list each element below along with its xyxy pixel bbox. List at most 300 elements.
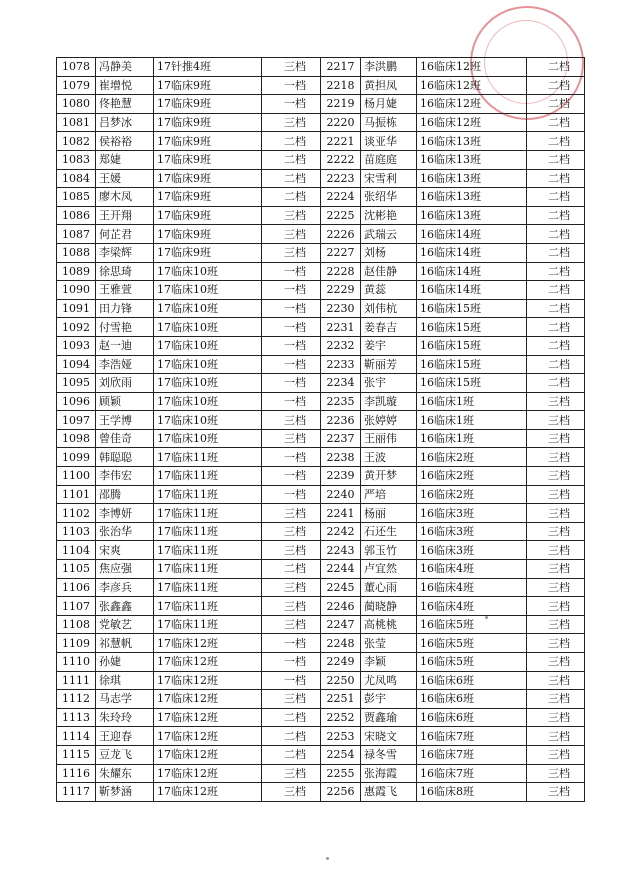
student-number-cell: 1109 bbox=[57, 634, 96, 653]
student-number-cell: 1111 bbox=[57, 671, 96, 690]
student-number-cell: 2242 bbox=[321, 522, 361, 541]
grade-level-cell: 一档 bbox=[262, 262, 321, 281]
student-number-cell: 1107 bbox=[57, 597, 96, 616]
student-number-cell: 1091 bbox=[57, 299, 96, 318]
student-name-cell: 李颖 bbox=[361, 653, 417, 672]
scan-speck bbox=[485, 616, 488, 619]
student-name-cell: 付雪艳 bbox=[96, 318, 154, 337]
grade-level-cell: 三档 bbox=[527, 727, 585, 746]
grade-level-cell: 三档 bbox=[527, 690, 585, 709]
grade-level-cell: 三档 bbox=[262, 597, 321, 616]
student-number-cell: 2229 bbox=[321, 281, 361, 300]
student-name-cell: 黄蕊 bbox=[361, 281, 417, 300]
student-number-cell: 1099 bbox=[57, 448, 96, 467]
student-number-cell: 1088 bbox=[57, 243, 96, 262]
student-name-cell: 马振栋 bbox=[361, 113, 417, 132]
student-number-cell: 2243 bbox=[321, 541, 361, 560]
student-name-cell: 董心雨 bbox=[361, 578, 417, 597]
student-number-cell: 2238 bbox=[321, 448, 361, 467]
student-name-cell: 侯裕裕 bbox=[96, 132, 154, 151]
student-name-cell: 廖木凤 bbox=[96, 188, 154, 207]
student-number-cell: 2249 bbox=[321, 653, 361, 672]
student-number-cell: 2221 bbox=[321, 132, 361, 151]
class-name-cell: 17临床9班 bbox=[154, 243, 262, 262]
grade-level-cell: 一档 bbox=[262, 485, 321, 504]
class-name-cell: 17临床11班 bbox=[154, 578, 262, 597]
student-name-cell: 佟艳慧 bbox=[96, 95, 154, 114]
table-row bbox=[57, 188, 585, 207]
grade-level-cell: 一档 bbox=[262, 653, 321, 672]
student-name-cell: 郑婕 bbox=[96, 150, 154, 169]
grade-level-cell: 三档 bbox=[527, 467, 585, 486]
student-number-cell: 2222 bbox=[321, 150, 361, 169]
student-name-cell: 韩聪聪 bbox=[96, 448, 154, 467]
grade-level-cell: 二档 bbox=[527, 113, 585, 132]
student-name-cell: 郭玉竹 bbox=[361, 541, 417, 560]
table-row bbox=[57, 764, 585, 783]
student-number-cell: 2241 bbox=[321, 504, 361, 523]
class-name-cell: 16临床14班 bbox=[417, 281, 527, 300]
student-number-cell: 2234 bbox=[321, 374, 361, 393]
student-number-cell: 2233 bbox=[321, 355, 361, 374]
grade-level-cell: 一档 bbox=[262, 355, 321, 374]
class-name-cell: 17临床10班 bbox=[154, 299, 262, 318]
class-name-cell: 16临床15班 bbox=[417, 318, 527, 337]
student-name-cell: 王学博 bbox=[96, 411, 154, 430]
student-number-cell: 2244 bbox=[321, 560, 361, 579]
class-name-cell: 16临床5班 bbox=[417, 615, 527, 634]
class-name-cell: 17临床12班 bbox=[154, 727, 262, 746]
class-name-cell: 16临床7班 bbox=[417, 727, 527, 746]
table-row bbox=[57, 708, 585, 727]
class-name-cell: 17临床9班 bbox=[154, 188, 262, 207]
student-name-cell: 宋雪利 bbox=[361, 169, 417, 188]
grade-level-cell: 三档 bbox=[527, 708, 585, 727]
class-name-cell: 16临床15班 bbox=[417, 299, 527, 318]
grade-level-cell: 二档 bbox=[527, 355, 585, 374]
class-name-cell: 17临床12班 bbox=[154, 690, 262, 709]
student-name-cell: 杨丽 bbox=[361, 504, 417, 523]
student-number-cell: 2246 bbox=[321, 597, 361, 616]
student-number-cell: 2235 bbox=[321, 392, 361, 411]
student-number-cell: 1108 bbox=[57, 615, 96, 634]
grade-level-cell: 二档 bbox=[527, 150, 585, 169]
student-name-cell: 李博妍 bbox=[96, 504, 154, 523]
class-name-cell: 16临床1班 bbox=[417, 429, 527, 448]
student-name-cell: 孙婕 bbox=[96, 653, 154, 672]
student-name-cell: 姜宇 bbox=[361, 336, 417, 355]
student-name-cell: 王波 bbox=[361, 448, 417, 467]
student-name-cell: 邵腾 bbox=[96, 485, 154, 504]
student-number-cell: 1110 bbox=[57, 653, 96, 672]
class-name-cell: 17临床9班 bbox=[154, 76, 262, 95]
table-row bbox=[57, 225, 585, 244]
student-name-cell: 马志学 bbox=[96, 690, 154, 709]
student-name-cell: 王媛 bbox=[96, 169, 154, 188]
student-number-cell: 2248 bbox=[321, 634, 361, 653]
class-name-cell: 17临床12班 bbox=[154, 745, 262, 764]
student-name-cell: 李彦兵 bbox=[96, 578, 154, 597]
student-number-cell: 1083 bbox=[57, 150, 96, 169]
grade-level-cell: 三档 bbox=[262, 783, 321, 802]
class-name-cell: 17临床9班 bbox=[154, 150, 262, 169]
student-number-cell: 1079 bbox=[57, 76, 96, 95]
class-name-cell: 17临床10班 bbox=[154, 355, 262, 374]
student-number-cell: 2245 bbox=[321, 578, 361, 597]
table-row bbox=[57, 355, 585, 374]
scan-speck bbox=[326, 857, 329, 860]
class-name-cell: 16临床12班 bbox=[417, 76, 527, 95]
student-number-cell: 2226 bbox=[321, 225, 361, 244]
grade-level-cell: 二档 bbox=[262, 745, 321, 764]
student-number-cell: 1093 bbox=[57, 336, 96, 355]
student-number-cell: 2220 bbox=[321, 113, 361, 132]
student-number-cell: 2230 bbox=[321, 299, 361, 318]
student-name-cell: 石还生 bbox=[361, 522, 417, 541]
student-number-cell: 1104 bbox=[57, 541, 96, 560]
table-row bbox=[57, 95, 585, 114]
grade-level-cell: 二档 bbox=[527, 281, 585, 300]
table-row bbox=[57, 299, 585, 318]
table-row bbox=[57, 262, 585, 281]
class-name-cell: 17临床9班 bbox=[154, 113, 262, 132]
class-name-cell: 17临床10班 bbox=[154, 336, 262, 355]
student-number-cell: 2250 bbox=[321, 671, 361, 690]
class-name-cell: 17临床9班 bbox=[154, 132, 262, 151]
grade-level-cell: 三档 bbox=[527, 504, 585, 523]
table-row bbox=[57, 745, 585, 764]
student-number-cell: 1085 bbox=[57, 188, 96, 207]
student-name-cell: 何芷君 bbox=[96, 225, 154, 244]
table-row bbox=[57, 671, 585, 690]
class-name-cell: 16临床14班 bbox=[417, 243, 527, 262]
student-name-cell: 李浩娅 bbox=[96, 355, 154, 374]
student-number-cell: 1080 bbox=[57, 95, 96, 114]
class-name-cell: 17临床9班 bbox=[154, 225, 262, 244]
student-name-cell: 宋爽 bbox=[96, 541, 154, 560]
class-name-cell: 17临床11班 bbox=[154, 560, 262, 579]
class-name-cell: 16临床3班 bbox=[417, 541, 527, 560]
student-name-cell: 蔺晓静 bbox=[361, 597, 417, 616]
student-name-cell: 张莹 bbox=[361, 634, 417, 653]
student-number-cell: 1097 bbox=[57, 411, 96, 430]
student-number-cell: 2231 bbox=[321, 318, 361, 337]
class-name-cell: 16临床8班 bbox=[417, 783, 527, 802]
table-row bbox=[57, 392, 585, 411]
student-number-cell: 2251 bbox=[321, 690, 361, 709]
grade-level-cell: 二档 bbox=[527, 243, 585, 262]
class-name-cell: 16临床7班 bbox=[417, 745, 527, 764]
class-name-cell: 17临床11班 bbox=[154, 597, 262, 616]
grade-level-cell: 三档 bbox=[262, 243, 321, 262]
student-name-cell: 冯静美 bbox=[96, 58, 154, 77]
class-name-cell: 17临床10班 bbox=[154, 262, 262, 281]
student-number-cell: 2254 bbox=[321, 745, 361, 764]
student-number-cell: 1106 bbox=[57, 578, 96, 597]
student-number-cell: 1078 bbox=[57, 58, 96, 77]
grade-level-cell: 三档 bbox=[527, 597, 585, 616]
table-row bbox=[57, 206, 585, 225]
student-name-cell: 朱耀东 bbox=[96, 764, 154, 783]
student-number-cell: 1094 bbox=[57, 355, 96, 374]
class-name-cell: 16临床1班 bbox=[417, 392, 527, 411]
class-name-cell: 16临床6班 bbox=[417, 708, 527, 727]
student-number-cell: 2228 bbox=[321, 262, 361, 281]
grade-level-cell: 二档 bbox=[262, 150, 321, 169]
student-number-cell: 1095 bbox=[57, 374, 96, 393]
student-number-cell: 2225 bbox=[321, 206, 361, 225]
student-name-cell: 顾颖 bbox=[96, 392, 154, 411]
grade-level-cell: 二档 bbox=[262, 169, 321, 188]
grade-level-cell: 三档 bbox=[527, 783, 585, 802]
class-name-cell: 16临床12班 bbox=[417, 58, 527, 77]
table-row bbox=[57, 113, 585, 132]
class-name-cell: 17临床11班 bbox=[154, 522, 262, 541]
student-number-cell: 1098 bbox=[57, 429, 96, 448]
student-number-cell: 2218 bbox=[321, 76, 361, 95]
grade-level-cell: 三档 bbox=[262, 113, 321, 132]
table-row bbox=[57, 597, 585, 616]
student-name-cell: 宋晓文 bbox=[361, 727, 417, 746]
grade-level-cell: 二档 bbox=[262, 132, 321, 151]
class-name-cell: 16临床15班 bbox=[417, 374, 527, 393]
student-name-cell: 黄担凤 bbox=[361, 76, 417, 95]
student-number-cell: 2240 bbox=[321, 485, 361, 504]
student-name-cell: 高桃桃 bbox=[361, 615, 417, 634]
grade-level-cell: 二档 bbox=[527, 58, 585, 77]
grade-level-cell: 三档 bbox=[527, 541, 585, 560]
student-number-cell: 1114 bbox=[57, 727, 96, 746]
student-name-cell: 赵一迪 bbox=[96, 336, 154, 355]
grade-level-cell: 二档 bbox=[527, 206, 585, 225]
table-row bbox=[57, 522, 585, 541]
student-name-cell: 王迎春 bbox=[96, 727, 154, 746]
table-row bbox=[57, 169, 585, 188]
grade-level-cell: 二档 bbox=[527, 76, 585, 95]
class-name-cell: 17临床10班 bbox=[154, 411, 262, 430]
student-name-cell: 惠霞飞 bbox=[361, 783, 417, 802]
table-row bbox=[57, 690, 585, 709]
student-name-cell: 焦应强 bbox=[96, 560, 154, 579]
student-name-cell: 张宇 bbox=[361, 374, 417, 393]
student-name-cell: 黄开梦 bbox=[361, 467, 417, 486]
grade-level-cell: 二档 bbox=[262, 188, 321, 207]
table-row bbox=[57, 374, 585, 393]
class-name-cell: 16临床3班 bbox=[417, 522, 527, 541]
table-row bbox=[57, 58, 585, 77]
class-name-cell: 16临床13班 bbox=[417, 188, 527, 207]
student-name-cell: 王雅萱 bbox=[96, 281, 154, 300]
grade-level-cell: 三档 bbox=[527, 392, 585, 411]
student-number-cell: 2237 bbox=[321, 429, 361, 448]
student-number-cell: 1086 bbox=[57, 206, 96, 225]
table-row bbox=[57, 578, 585, 597]
class-name-cell: 17临床9班 bbox=[154, 206, 262, 225]
student-number-cell: 1103 bbox=[57, 522, 96, 541]
student-number-cell: 1081 bbox=[57, 113, 96, 132]
table-row bbox=[57, 541, 585, 560]
class-name-cell: 16临床3班 bbox=[417, 504, 527, 523]
class-name-cell: 17临床11班 bbox=[154, 448, 262, 467]
student-name-cell: 党敏艺 bbox=[96, 615, 154, 634]
student-number-cell: 1084 bbox=[57, 169, 96, 188]
student-name-cell: 曾佳奇 bbox=[96, 429, 154, 448]
grade-level-cell: 一档 bbox=[262, 336, 321, 355]
class-name-cell: 16临床7班 bbox=[417, 764, 527, 783]
class-name-cell: 17临床9班 bbox=[154, 169, 262, 188]
table-row bbox=[57, 634, 585, 653]
student-name-cell: 王开翔 bbox=[96, 206, 154, 225]
class-name-cell: 16临床14班 bbox=[417, 262, 527, 281]
student-number-cell: 2236 bbox=[321, 411, 361, 430]
student-number-cell: 1090 bbox=[57, 281, 96, 300]
grade-level-cell: 三档 bbox=[262, 429, 321, 448]
grade-level-cell: 一档 bbox=[262, 76, 321, 95]
grade-level-cell: 二档 bbox=[527, 169, 585, 188]
roster-table bbox=[56, 57, 585, 802]
grade-level-cell: 三档 bbox=[527, 560, 585, 579]
class-name-cell: 16临床13班 bbox=[417, 169, 527, 188]
student-name-cell: 赵佳静 bbox=[361, 262, 417, 281]
student-name-cell: 祁慧帆 bbox=[96, 634, 154, 653]
class-name-cell: 16临床15班 bbox=[417, 355, 527, 374]
student-number-cell: 1105 bbox=[57, 560, 96, 579]
grade-level-cell: 三档 bbox=[527, 634, 585, 653]
table-row bbox=[57, 429, 585, 448]
grade-level-cell: 三档 bbox=[262, 764, 321, 783]
table-row bbox=[57, 504, 585, 523]
grade-level-cell: 二档 bbox=[527, 262, 585, 281]
grade-level-cell: 二档 bbox=[527, 132, 585, 151]
student-number-cell: 1087 bbox=[57, 225, 96, 244]
class-name-cell: 17临床9班 bbox=[154, 95, 262, 114]
table-row bbox=[57, 485, 585, 504]
student-number-cell: 2232 bbox=[321, 336, 361, 355]
grade-level-cell: 三档 bbox=[527, 448, 585, 467]
student-number-cell: 2252 bbox=[321, 708, 361, 727]
grade-level-cell: 一档 bbox=[262, 671, 321, 690]
grade-level-cell: 三档 bbox=[527, 522, 585, 541]
class-name-cell: 17临床10班 bbox=[154, 281, 262, 300]
student-number-cell: 1113 bbox=[57, 708, 96, 727]
class-name-cell: 17临床12班 bbox=[154, 764, 262, 783]
student-number-cell: 2247 bbox=[321, 615, 361, 634]
class-name-cell: 17临床12班 bbox=[154, 653, 262, 672]
student-name-cell: 刘杨 bbox=[361, 243, 417, 262]
student-number-cell: 1115 bbox=[57, 745, 96, 764]
student-name-cell: 张绍华 bbox=[361, 188, 417, 207]
class-name-cell: 16临床5班 bbox=[417, 634, 527, 653]
student-name-cell: 卢宜然 bbox=[361, 560, 417, 579]
grade-level-cell: 三档 bbox=[527, 411, 585, 430]
grade-level-cell: 三档 bbox=[262, 522, 321, 541]
class-name-cell: 17临床10班 bbox=[154, 374, 262, 393]
table-row bbox=[57, 76, 585, 95]
grade-level-cell: 三档 bbox=[527, 671, 585, 690]
grade-level-cell: 一档 bbox=[262, 374, 321, 393]
table-row bbox=[57, 783, 585, 802]
grade-level-cell: 三档 bbox=[262, 690, 321, 709]
grade-level-cell: 二档 bbox=[527, 188, 585, 207]
student-name-cell: 武瑞云 bbox=[361, 225, 417, 244]
grade-level-cell: 二档 bbox=[262, 727, 321, 746]
student-name-cell: 禄冬雪 bbox=[361, 745, 417, 764]
grade-level-cell: 二档 bbox=[527, 336, 585, 355]
student-name-cell: 王丽伟 bbox=[361, 429, 417, 448]
class-name-cell: 16临床2班 bbox=[417, 448, 527, 467]
student-number-cell: 1089 bbox=[57, 262, 96, 281]
table-row bbox=[57, 336, 585, 355]
student-number-cell: 2255 bbox=[321, 764, 361, 783]
student-name-cell: 李伟宏 bbox=[96, 467, 154, 486]
grade-level-cell: 三档 bbox=[262, 541, 321, 560]
student-name-cell: 豆龙飞 bbox=[96, 745, 154, 764]
student-name-cell: 张海霞 bbox=[361, 764, 417, 783]
class-name-cell: 16临床1班 bbox=[417, 411, 527, 430]
student-number-cell: 2227 bbox=[321, 243, 361, 262]
table-row bbox=[57, 653, 585, 672]
grade-level-cell: 一档 bbox=[262, 281, 321, 300]
student-name-cell: 贾鑫瑜 bbox=[361, 708, 417, 727]
student-name-cell: 朱玲玲 bbox=[96, 708, 154, 727]
class-name-cell: 16临床6班 bbox=[417, 671, 527, 690]
student-name-cell: 刘欣雨 bbox=[96, 374, 154, 393]
table-row bbox=[57, 243, 585, 262]
student-number-cell: 2239 bbox=[321, 467, 361, 486]
student-number-cell: 1117 bbox=[57, 783, 96, 802]
student-name-cell: 苗庭庭 bbox=[361, 150, 417, 169]
table-row bbox=[57, 560, 585, 579]
grade-level-cell: 三档 bbox=[527, 764, 585, 783]
student-name-cell: 靳丽芳 bbox=[361, 355, 417, 374]
table-row bbox=[57, 467, 585, 486]
grade-level-cell: 二档 bbox=[262, 708, 321, 727]
grade-level-cell: 二档 bbox=[527, 374, 585, 393]
student-number-cell: 2217 bbox=[321, 58, 361, 77]
student-name-cell: 李洪鹏 bbox=[361, 58, 417, 77]
table-row bbox=[57, 150, 585, 169]
student-number-cell: 1092 bbox=[57, 318, 96, 337]
class-name-cell: 17临床10班 bbox=[154, 429, 262, 448]
student-name-cell: 靳梦涵 bbox=[96, 783, 154, 802]
class-name-cell: 16临床14班 bbox=[417, 225, 527, 244]
grade-level-cell: 二档 bbox=[527, 225, 585, 244]
class-name-cell: 17临床11班 bbox=[154, 541, 262, 560]
class-name-cell: 17临床11班 bbox=[154, 504, 262, 523]
class-name-cell: 16临床13班 bbox=[417, 150, 527, 169]
table-row bbox=[57, 281, 585, 300]
grade-level-cell: 三档 bbox=[262, 206, 321, 225]
student-name-cell: 徐琪 bbox=[96, 671, 154, 690]
class-name-cell: 16临床12班 bbox=[417, 113, 527, 132]
grade-level-cell: 二档 bbox=[527, 95, 585, 114]
table-row bbox=[57, 132, 585, 151]
student-name-cell: 彭宇 bbox=[361, 690, 417, 709]
class-name-cell: 16临床2班 bbox=[417, 485, 527, 504]
grade-level-cell: 一档 bbox=[262, 392, 321, 411]
student-number-cell: 2219 bbox=[321, 95, 361, 114]
class-name-cell: 16临床4班 bbox=[417, 560, 527, 579]
student-number-cell: 1096 bbox=[57, 392, 96, 411]
student-name-cell: 谈亚华 bbox=[361, 132, 417, 151]
class-name-cell: 16临床12班 bbox=[417, 95, 527, 114]
class-name-cell: 16临床6班 bbox=[417, 690, 527, 709]
grade-level-cell: 三档 bbox=[527, 653, 585, 672]
class-name-cell: 16临床5班 bbox=[417, 653, 527, 672]
table-row bbox=[57, 318, 585, 337]
student-name-cell: 尤凤鸣 bbox=[361, 671, 417, 690]
class-name-cell: 16临床13班 bbox=[417, 206, 527, 225]
